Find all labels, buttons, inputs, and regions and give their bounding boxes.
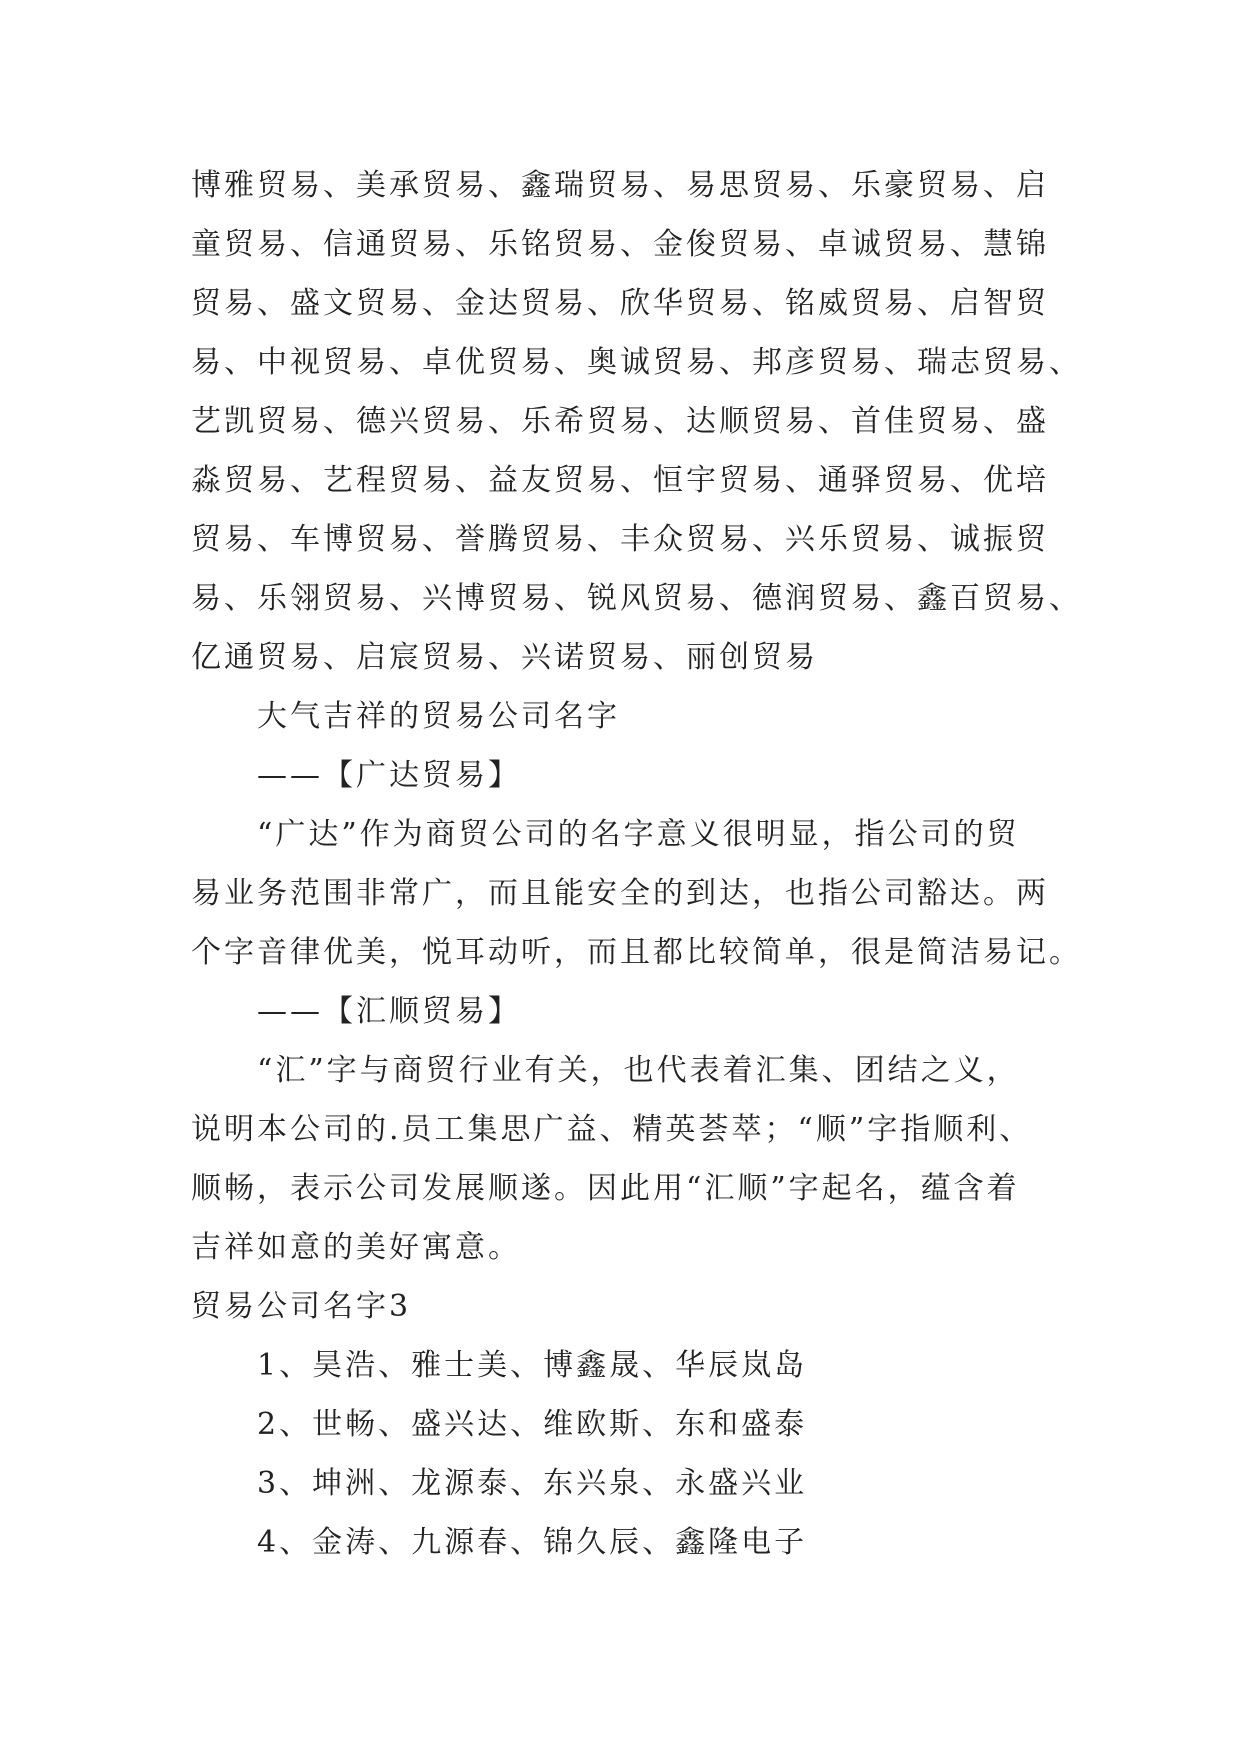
- text-line: “汇”字与商贸行业有关，也代表着汇集、团结之义，: [257, 1053, 1020, 1088]
- text-line: 个字音律优美，悦耳动听，而且都比较简单，很是简洁易记。: [191, 935, 1082, 970]
- text-line: 吉祥如意的美好寓意。: [191, 1230, 521, 1265]
- text-line: 说明本公司的.员工集思广益、精英荟萃；“顺”字指顺利、: [191, 1112, 1033, 1147]
- text-line: 易、乐翎贸易、兴博贸易、锐风贸易、德润贸易、鑫百贸易、: [191, 581, 1082, 616]
- list-item: 2、世畅、盛兴达、维欧斯、东和盛泰: [257, 1407, 808, 1442]
- text-line: “广达”作为商贸公司的名字意义很明显，指公司的贸: [257, 817, 1020, 852]
- list-item: 4、金涛、九源春、锦久辰、鑫隆电子: [257, 1525, 808, 1560]
- text-line: 艺凯贸易、德兴贸易、乐希贸易、达顺贸易、首佳贸易、盛: [191, 404, 1049, 439]
- name-heading: ——【汇顺贸易】: [257, 994, 521, 1029]
- text-line: 易业务范围非常广，而且能安全的到达，也指公司豁达。两: [191, 876, 1049, 911]
- text-line: 亿通贸易、启宸贸易、兴诺贸易、丽创贸易: [191, 640, 818, 675]
- text-line: 易、中视贸易、卓优贸易、奥诚贸易、邦彦贸易、瑞志贸易、: [191, 345, 1082, 380]
- text-line: 淼贸易、艺程贸易、益友贸易、恒宇贸易、通驿贸易、优培: [191, 463, 1049, 498]
- section-heading: 大气吉祥的贸易公司名字: [257, 699, 620, 734]
- name-heading: ——【广达贸易】: [257, 758, 521, 793]
- text-line: 贸易、盛文贸易、金达贸易、欣华贸易、铭威贸易、启智贸: [191, 286, 1049, 321]
- text-line: 顺畅，表示公司发展顺遂。因此用“汇顺”字起名，蕴含着: [191, 1171, 1020, 1206]
- text-line: 童贸易、信通贸易、乐铭贸易、金俊贸易、卓诚贸易、慧锦: [191, 227, 1049, 262]
- list-item: 1、昊浩、雅士美、博鑫晟、华辰岚岛: [257, 1348, 808, 1383]
- text-line: 贸易、车博贸易、誉腾贸易、丰众贸易、兴乐贸易、诚振贸: [191, 522, 1049, 557]
- text-line: 博雅贸易、美承贸易、鑫瑞贸易、易思贸易、乐豪贸易、启: [191, 168, 1049, 203]
- section-title: 贸易公司名字3: [191, 1289, 412, 1324]
- list-item: 3、坤洲、龙源泰、东兴泉、永盛兴业: [257, 1466, 808, 1501]
